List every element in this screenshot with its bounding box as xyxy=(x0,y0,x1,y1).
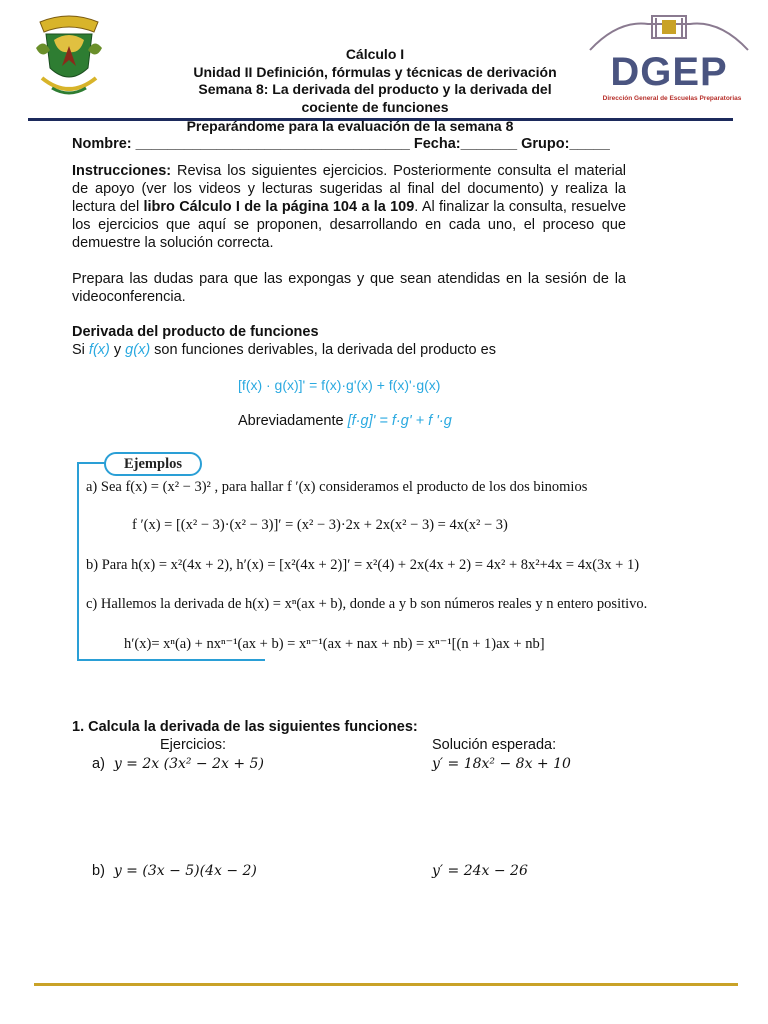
prep-paragraph: Prepara las dudas para que las expongas y que sean atendidas en la sesión de la videoconferencia. xyxy=(72,271,626,305)
example-a-solution: f ′(x) = [(x² − 3)·(x² − 3)]′ = (x² − 3)·2x + 2x(x² − 3) = 4x(x² − 3) xyxy=(132,517,508,533)
grupo-label: Grupo: xyxy=(521,136,570,152)
examples-box-bottom xyxy=(77,659,265,661)
exercise-1-title: 1. Calcula la derivada de las siguientes funciones: xyxy=(72,719,418,735)
instructions-text-2: . Al finalizar la consulta, resuelve los ejercicios que aquí se proponen, desarrollando en cada uno, el proceso que demuestre la solución correcta. xyxy=(72,199,627,251)
abrev-label: Abreviadamente xyxy=(238,413,348,429)
dgep-subtitle: Dirección General de Escuelas Preparatorias xyxy=(602,95,742,102)
instructions-label: Instrucciones: xyxy=(72,163,172,179)
intro-rest: son funciones derivables, la derivada del producto es xyxy=(150,342,496,358)
instructions-book-ref: libro Cálculo I de la página 104 a la 109 xyxy=(143,199,415,215)
grupo-field[interactable]: _____ xyxy=(569,136,610,152)
exercise-b-expr: y = (3x − 5)(4x − 2) xyxy=(113,863,257,879)
abbreviated-formula xyxy=(238,412,452,430)
fecha-label: Fecha: xyxy=(413,136,461,152)
example-a: a) Sea f(x) = (x² − 3)² , para hallar f ′(x) consideramos el producto de los dos binomios xyxy=(86,479,588,495)
example-c: c) Hallemos la derivada de h(x) = xⁿ(ax + b), donde a y b son números reales y n entero positivo. xyxy=(86,596,648,612)
fx-term: f(x) xyxy=(88,342,110,358)
solution-a: y′ = 18x² − 8x + 10 xyxy=(432,756,571,772)
exercise-b-label: b) xyxy=(92,863,105,879)
instructions-paragraph xyxy=(72,162,626,252)
course-title: Cálculo I xyxy=(345,46,405,62)
week-title-cont: cociente de funciones xyxy=(301,98,449,115)
student-info-line xyxy=(72,135,682,153)
gx-term: g(x) xyxy=(125,342,151,358)
dgep-logo xyxy=(578,10,760,108)
prep-title: Preparándome para la evaluación de la semana 8 xyxy=(186,118,514,134)
document-header xyxy=(165,46,585,116)
solution-b: y′ = 24x − 26 xyxy=(432,863,528,879)
examples-box-border xyxy=(77,462,79,661)
product-rule-formula: [f(x) · g(x)]' = f(x)·g'(x) + f(x)'·g(x) xyxy=(238,377,441,393)
example-c-solution: h′(x)= xⁿ(a) + nxⁿ⁻¹(ax + b) = xⁿ⁻¹(ax + nax + nb) = xⁿ⁻¹[(n + 1)ax + nb] xyxy=(124,636,545,652)
section-title-product: Derivada del producto de funciones xyxy=(72,324,319,340)
exercise-a-expr: y = 2x (3x² − 2x + 5) xyxy=(113,756,264,772)
solutions-column-header: Solución esperada: xyxy=(432,737,557,753)
week-title: Semana 8: La derivada del producto y la derivada del xyxy=(198,81,552,97)
footer-divider xyxy=(34,983,738,986)
fecha-field[interactable]: _______ xyxy=(460,136,522,152)
building-icon xyxy=(578,10,760,54)
product-intro xyxy=(72,341,496,359)
unit-title: Unidad II Definición, fórmulas y técnicas de derivación xyxy=(193,63,557,80)
exercise-a xyxy=(92,755,264,773)
exercise-b xyxy=(92,862,257,880)
nombre-label: Nombre: xyxy=(72,136,132,152)
examples-box-top xyxy=(77,462,107,464)
dgep-wordmark: DGEP xyxy=(610,50,728,94)
nombre-field[interactable]: __________________________________ xyxy=(131,136,414,152)
examples-title: Ejemplos xyxy=(104,452,202,476)
instructions-text-1: Revisa los siguientes ejercicios. Posteriormente consulta el material de apoyo (ver los videos y lecturas sugeridas al final del documento) y realiza la lectura del xyxy=(72,163,626,215)
exercises-column-header: Ejercicios: xyxy=(160,737,227,753)
example-b: b) Para h(x) = x²(4x + 2), h′(x) = [x²(4x + 2)]′ = x²(4) + 2x(4x + 2) = 4x² + 8x²+4x = 4x(3x + 1) xyxy=(86,557,640,573)
intro-y: y xyxy=(109,342,126,358)
abrev-formula: [f·g]' = f·g' + f '·g xyxy=(347,413,452,429)
exercise-a-label: a) xyxy=(92,756,105,772)
university-crest-logo xyxy=(32,8,106,104)
intro-si: Si xyxy=(72,342,89,358)
